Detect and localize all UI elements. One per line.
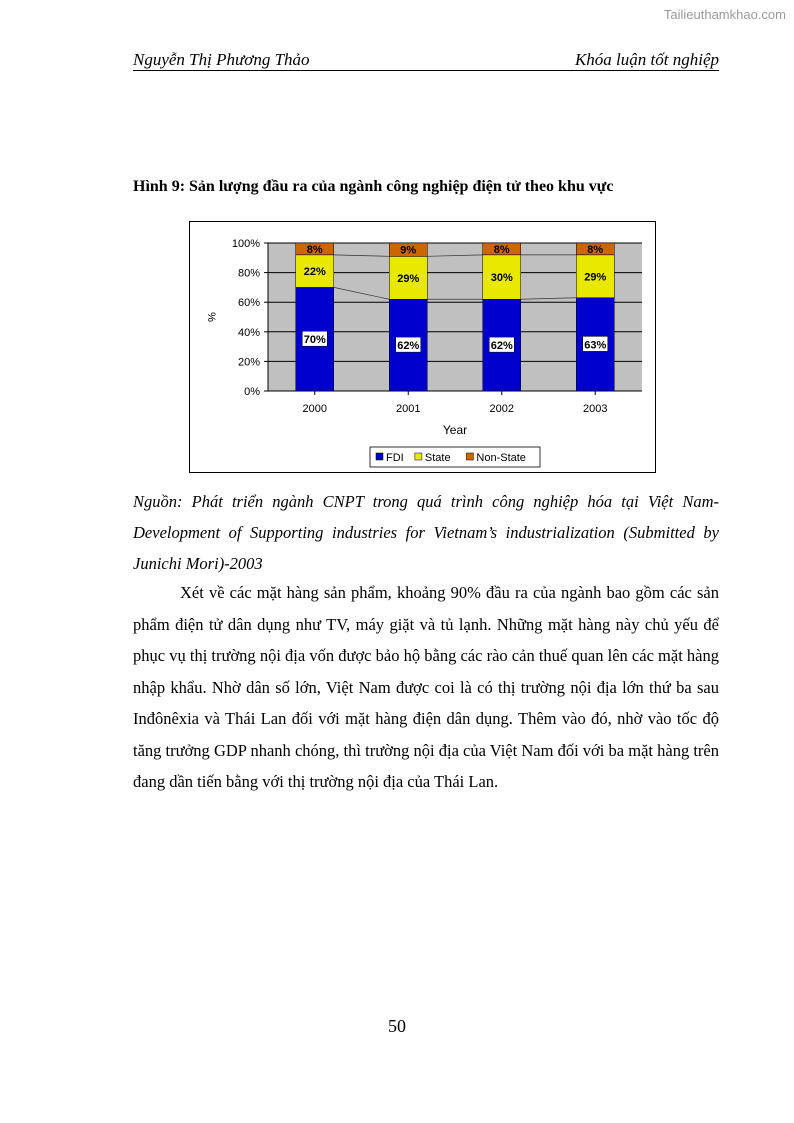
x-axis-title: Year: [442, 423, 468, 437]
y-tick-label: 40%: [237, 326, 260, 339]
figure-source: Nguồn: Phát triển ngành CNPT trong quá trình công nghiệp hóa tại Việt Nam- Development of Supporting industries for Vietnam’s industrialization (Submitted by Junichi Mori)-2003: [133, 492, 719, 573]
y-axis-title: %: [205, 312, 217, 322]
legend-entry: State: [424, 452, 451, 464]
figure-title: Hình 9: Sản lượng đầu ra của ngành công nghiệp điện tử theo khu vực: [133, 178, 614, 195]
data-label: 70%: [303, 334, 326, 347]
legend-swatch: [376, 453, 383, 460]
chart-frame: [189, 221, 656, 473]
stacked-bar-chart: [190, 222, 655, 472]
body-paragraph: Xét về các mặt hàng sản phẩm, khoảng 90% đầu ra của ngành bao gồm các sản phẩm điện tử dân dụng như TV, máy giặt và tủ lạnh. Những mặt hàng này chủ yếu để phục vụ thị trường nội địa vốn được bảo hộ bằng các rào cản thuế quan lên các mặt hàng nhập khẩu. Nhờ dân số lớn, Việt Nam được coi là có thị trường nội địa lớn thứ ba sau Inđônêxia và Thái Lan đối với mặt hàng điện dân dụng. Thêm vào đó, nhờ vào tốc độ tăng trưởng GDP nhanh chóng, thì trường nội địa của Việt Nam đối với ba mặt hàng trên đang dần tiến bằng với thị trường nội địa của Thái Lan.: [133, 583, 719, 791]
data-label: 29%: [397, 272, 420, 285]
x-tick-label: 2002: [489, 403, 514, 415]
y-tick-label: 100%: [231, 238, 260, 250]
data-label: 62%: [397, 340, 420, 353]
legend-swatch: [415, 453, 422, 460]
legend-swatch: [466, 453, 473, 460]
data-label: 63%: [584, 339, 607, 352]
y-tick-label: 80%: [237, 267, 260, 280]
data-label: 8%: [587, 243, 604, 256]
page-number: 50: [388, 1016, 406, 1036]
watermark: Tailieuthamkhao.com: [663, 7, 786, 22]
data-label: 22%: [303, 266, 326, 279]
page-header: [133, 48, 719, 71]
data-label: 29%: [584, 271, 607, 284]
data-label: 9%: [400, 244, 417, 257]
header-author: Nguyễn Thị Phương Thảo: [133, 50, 310, 69]
legend-entry: Non-State: [476, 452, 526, 464]
x-tick-label: 2003: [583, 403, 608, 415]
y-tick-label: 60%: [237, 297, 260, 310]
data-label: 8%: [306, 243, 323, 256]
y-tick-label: 20%: [237, 356, 260, 369]
data-label: 30%: [490, 272, 513, 285]
header-doc-type: Khóa luận tốt nghiệp: [574, 50, 719, 69]
data-label: 62%: [490, 340, 513, 353]
x-tick-label: 2001: [396, 403, 421, 415]
data-label: 8%: [493, 243, 510, 256]
y-tick-label: 0%: [244, 386, 260, 398]
x-tick-label: 2000: [302, 403, 327, 415]
legend-entry: FDI: [386, 452, 404, 464]
